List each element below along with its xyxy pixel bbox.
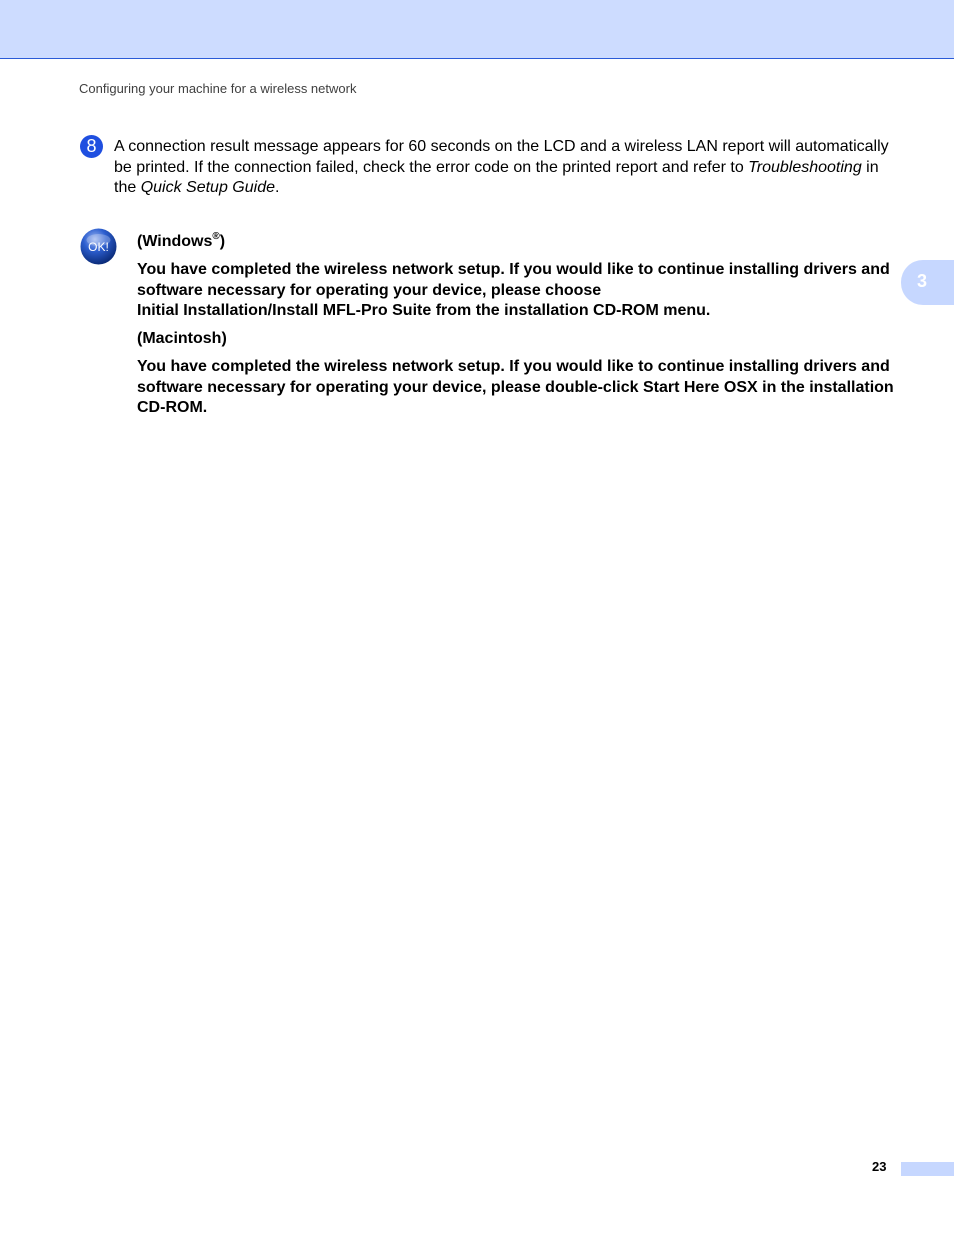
footer-bar [901, 1162, 954, 1176]
completion-note [137, 232, 897, 418]
chapter-number: 3 [917, 271, 928, 291]
mac-heading: (Macintosh) [137, 330, 227, 348]
step-number-badge: 8 [80, 135, 103, 158]
windows-menu-instruction: Initial Installation/Install MFL-Pro Suite from the installation CD-ROM menu. [137, 301, 711, 319]
windows-heading [137, 232, 897, 252]
registered-mark: ® [212, 231, 220, 242]
step-paragraph [114, 137, 894, 199]
mac-instructions: You have completed the wireless network setup. If you would like to continue installing drivers and software necessary for operating your device, please double-click Start Here OSX in the installation CD-ROM. [137, 358, 894, 417]
step-text-part: . [274, 179, 280, 196]
page-number: 23 [872, 1159, 887, 1174]
step-text-part: in the [114, 158, 879, 196]
troubleshooting-reference: Troubleshooting [748, 158, 862, 176]
running-header: Configuring your machine for a wireless network [79, 81, 357, 96]
quick-setup-guide-reference: Quick Setup Guide [140, 179, 275, 196]
windows-heading-close: ) [219, 233, 226, 250]
step-text-part: A connection result message appears for 60 seconds on the LCD and a wireless LAN report will automatically be printed. If the connection failed, check the error code on the printed report and refer to [114, 138, 889, 176]
ok-icon-label: OK! [88, 240, 109, 254]
header-band [0, 0, 954, 59]
chapter-tab [901, 260, 954, 305]
windows-instructions: You have completed the wireless network setup. If you would like to continue installing drivers and software necessary for operating your device, please choose [137, 261, 890, 299]
ok-check-icon [80, 228, 117, 265]
windows-heading-text: (Windows [137, 233, 213, 250]
